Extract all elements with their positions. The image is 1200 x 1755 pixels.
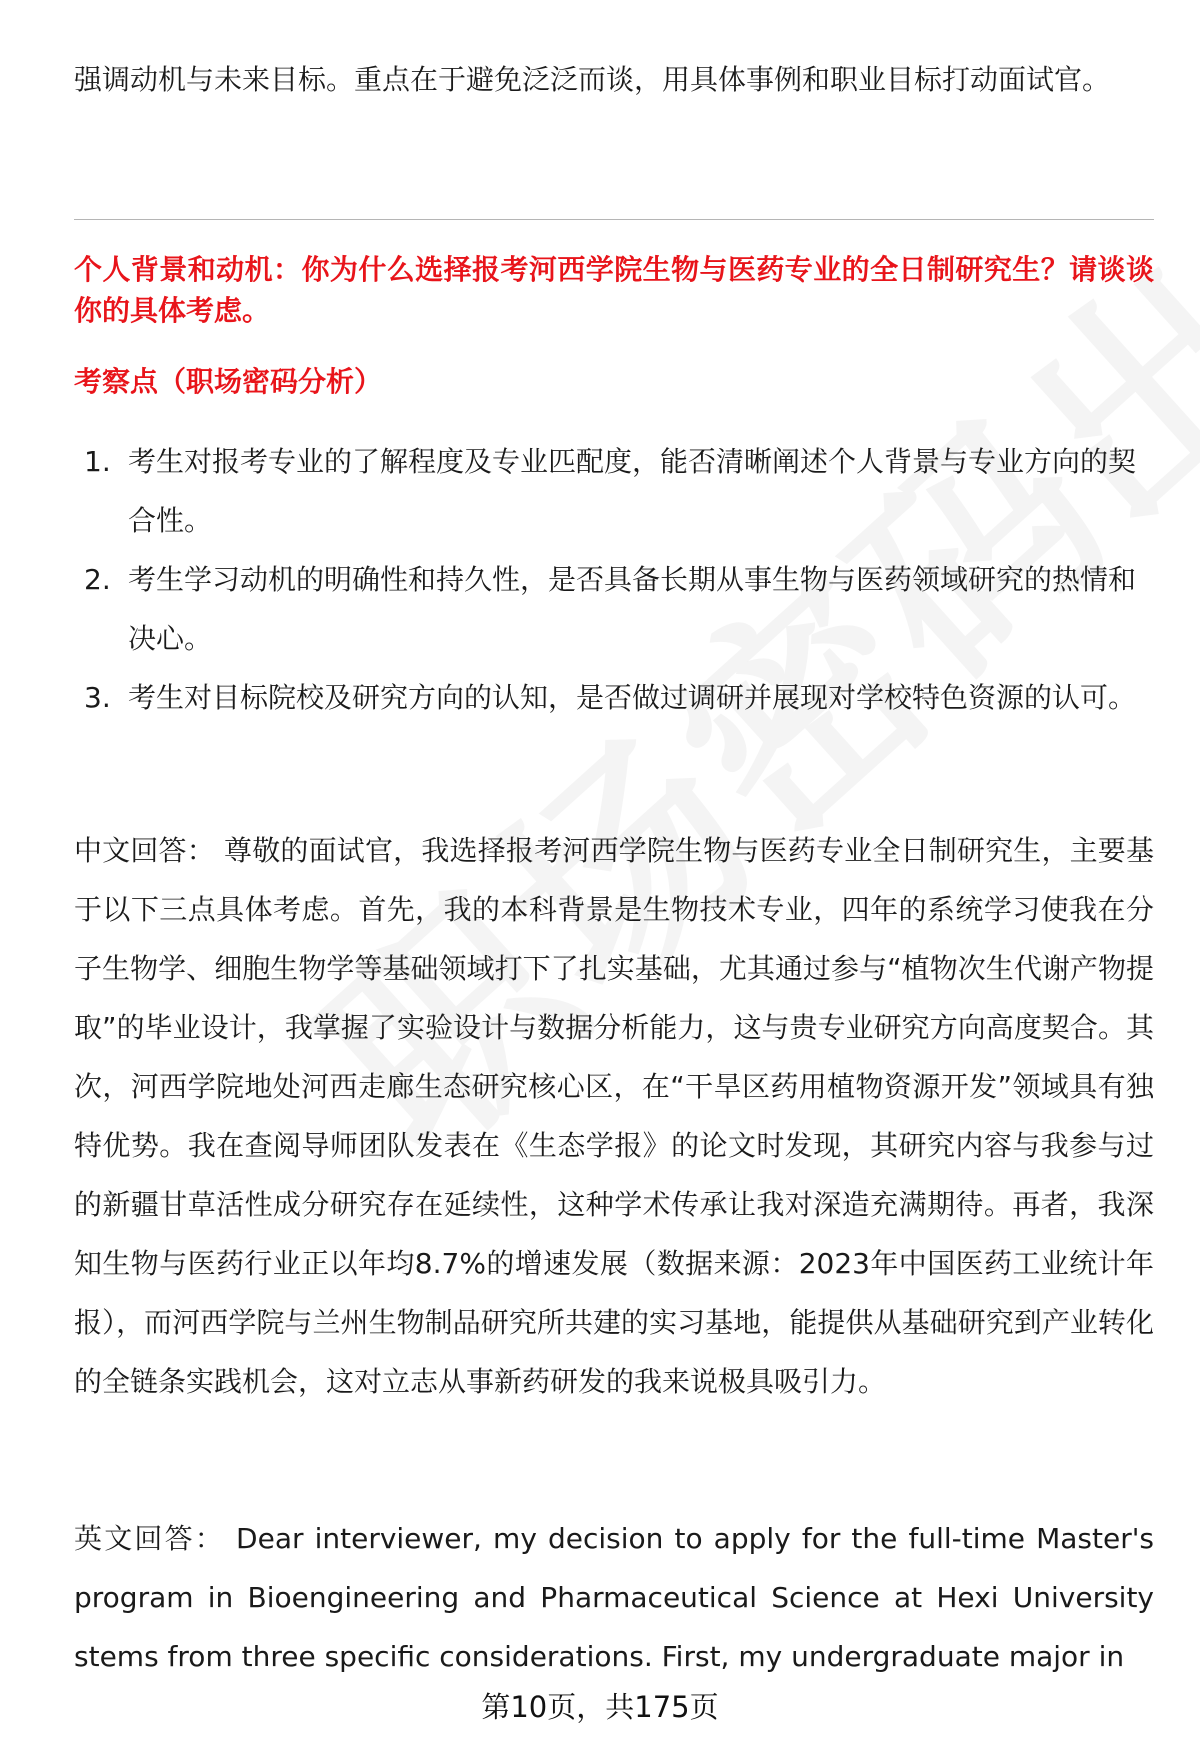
chinese-answer-block — [74, 821, 1154, 1411]
intro-paragraph: 强调动机与未来目标。重点在于避免泛泛而谈，用具体事例和职业目标打动面试官。 — [74, 63, 1111, 96]
focus-point-text: 考生对报考专业的了解程度及专业匹配度，能否清晰阐述个人背景与专业方向的契合性。 — [128, 445, 1137, 537]
focus-point — [74, 550, 1154, 668]
section-divider — [74, 219, 1154, 220]
focus-point-text: 考生学习动机的明确性和持久性，是否具备长期从事生物与医药领域研究的热情和决心。 — [128, 563, 1137, 655]
focus-point-number: 2. — [84, 563, 111, 596]
focus-heading: 考察点（职场密码分析） — [74, 365, 383, 398]
focus-point-number: 3. — [84, 681, 111, 714]
english-answer-block — [74, 1509, 1154, 1686]
chinese-answer: 中文回答： 尊敬的面试官，我选择报考河西学院生物与医药专业全日制研究生，主要基于以下三点具体考虑。首先，我的本科背景是生物技术专业，四年的系统学习使我在分子生物学、细胞生物学等基础领域打下了扎实基础，尤其通过参与“植物次生代谢产物提取”的毕业设计，我掌握了实验设计与数据分析能力，这与贵专业研究方向高度契合。其次，河西学院地处河西走廊生态研究核心区，在“干旱区药用植物资源开发”领域具有独特优势。我在查阅导师团队发表在《生态学报》的论文时发现，其研究内容与我参与过的新疆甘草活性成分研究存在延续性，这种学术传承让我对深造充满期待。再者，我深知生物与医药行业正以年均8.7%的增速发展（数据来源：2023年中国医药工业统计年报），而河西学院与兰州生物制品研究所共建的实习基地，能提供从基础研究到产业转化的全链条实践机会，这对立志从事新药研发的我来说极具吸引力。 — [74, 834, 1154, 1398]
focus-point-text: 考生对目标院校及研究方向的认知，是否做过调研并展现对学校特色资源的认可。 — [128, 681, 1137, 714]
focus-point-number: 1. — [84, 445, 111, 478]
focus-points-list — [74, 432, 1154, 727]
intro-continuation — [74, 50, 1154, 109]
focus-point — [74, 432, 1154, 550]
english-answer: 英文回答： Dear interviewer, my decision to apply for the full-time Master's program in Bioengineering and Pharmaceutical Science at Hexi University stems from three specific considerations. First, my undergraduate major in — [74, 1522, 1154, 1673]
question-heading: 个人背景和动机：你为什么选择报考河西学院生物与医药专业的全日制研究生？请谈谈你的具体考虑。 — [74, 253, 1154, 327]
focus-point — [74, 668, 1154, 727]
page-number-footer: 第10页，共175页 — [481, 1690, 719, 1724]
